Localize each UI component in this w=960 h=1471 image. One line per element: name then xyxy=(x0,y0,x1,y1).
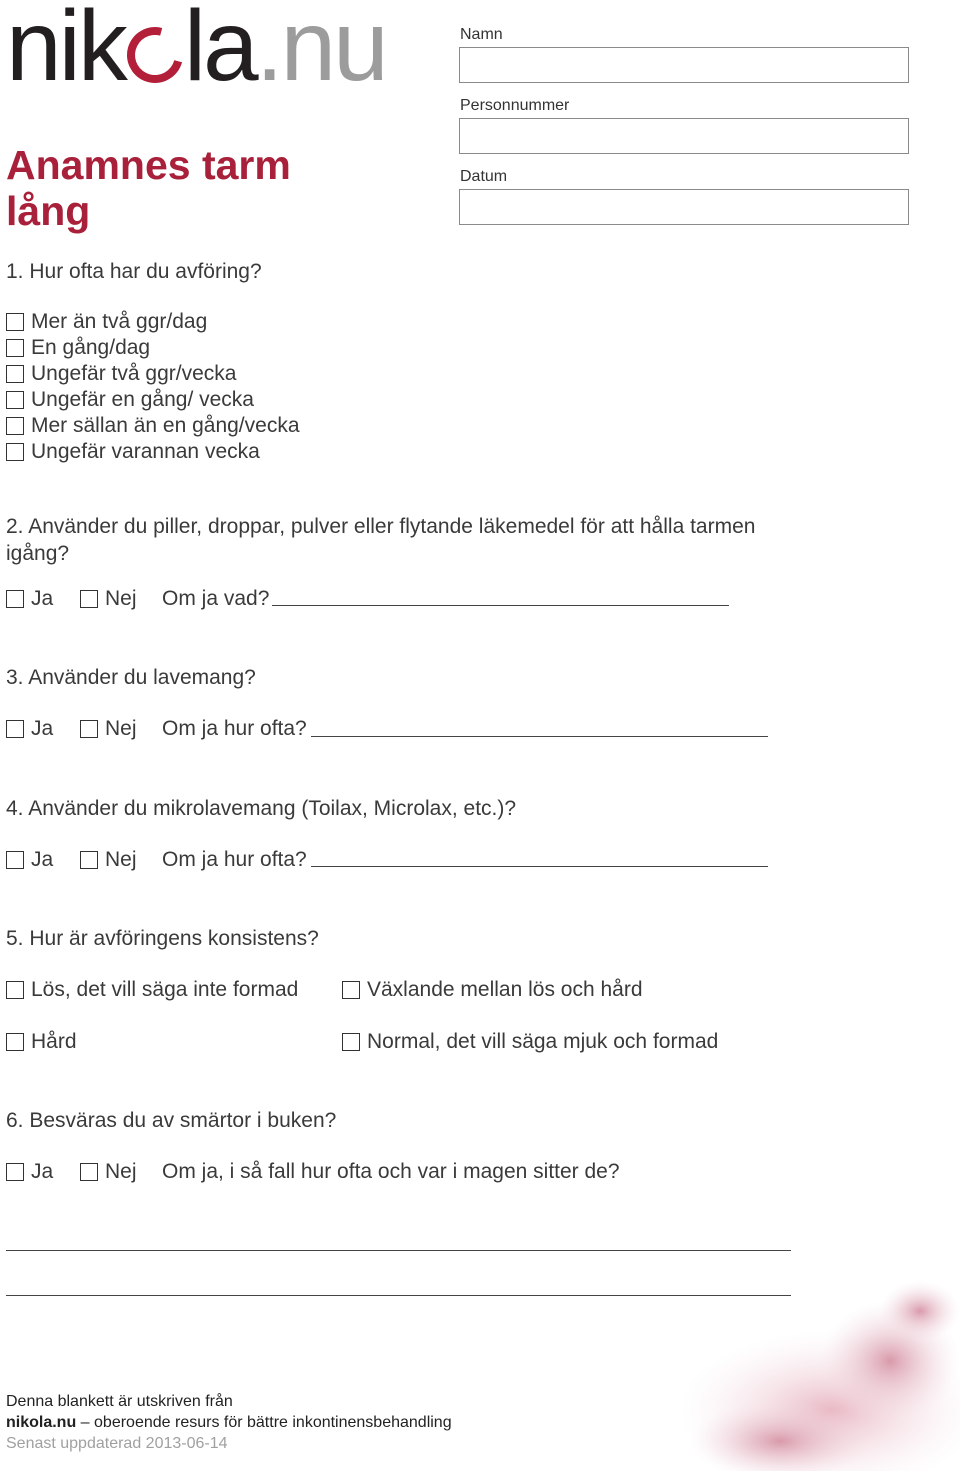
checkbox[interactable] xyxy=(6,391,24,409)
q5-option-varying[interactable] xyxy=(342,977,643,1003)
checkbox[interactable] xyxy=(6,1163,24,1181)
q6-no[interactable] xyxy=(80,1159,137,1185)
option-label: Hård xyxy=(31,1030,77,1053)
name-field[interactable] xyxy=(459,47,909,83)
q3-answer-line[interactable] xyxy=(311,736,768,737)
q1-options xyxy=(6,309,300,465)
option-label: Ja xyxy=(31,587,54,610)
q1-option[interactable] xyxy=(6,335,300,361)
q2-yes[interactable] xyxy=(6,586,53,612)
checkbox[interactable] xyxy=(6,1033,24,1051)
option-label: Växlande mellan lös och hård xyxy=(367,978,643,1001)
q2-no[interactable] xyxy=(80,586,137,612)
question-4: 4. Använder du mikrolavemang (Toilax, Microlax, etc.)? xyxy=(6,797,517,820)
option-label: Ungefär en gång/ vecka xyxy=(31,388,254,411)
footer-updated: Senast uppdaterad 2013-06-14 xyxy=(6,1435,228,1452)
question-1: 1. Hur ofta har du avföring? xyxy=(6,260,262,283)
q4-answer-line[interactable] xyxy=(311,866,768,867)
option-label: En gång/dag xyxy=(31,336,151,359)
question-6: 6. Besväras du av smärtor i buken? xyxy=(6,1109,337,1132)
logo-text-nu: .nu xyxy=(255,0,386,102)
option-label: Nej xyxy=(105,848,137,871)
q4-follow-label: Om ja hur ofta? xyxy=(162,848,307,871)
flower-decoration-icon xyxy=(530,1271,960,1471)
checkbox[interactable] xyxy=(80,851,98,869)
q1-option[interactable] xyxy=(6,387,300,413)
personnummer-field[interactable] xyxy=(459,118,909,154)
checkbox[interactable] xyxy=(6,417,24,435)
q3-no[interactable] xyxy=(80,716,137,742)
footer-tagline: – oberoende resurs för bättre inkontinensbehandling xyxy=(76,1414,452,1431)
nikola-logo xyxy=(6,0,386,102)
footer-line-1: Denna blankett är utskriven från xyxy=(6,1393,233,1410)
q5-option-normal[interactable] xyxy=(342,1029,718,1055)
option-label: Ja xyxy=(31,1160,54,1183)
q1-option[interactable] xyxy=(6,361,300,387)
checkbox[interactable] xyxy=(80,720,98,738)
option-label: Ja xyxy=(31,848,54,871)
option-label: Ungefär två ggr/vecka xyxy=(31,362,237,385)
question-5: 5. Hur är avföringens konsistens? xyxy=(6,927,319,950)
q2-answer-line[interactable] xyxy=(272,605,729,606)
logo-text-nik: nik xyxy=(6,0,125,102)
logo-ring-icon xyxy=(117,17,193,93)
option-label: Nej xyxy=(105,717,137,740)
option-label: Mer än två ggr/dag xyxy=(31,310,208,333)
datum-field[interactable] xyxy=(459,189,909,225)
checkbox[interactable] xyxy=(6,851,24,869)
page-title xyxy=(6,142,291,234)
option-label: Nej xyxy=(105,587,137,610)
q5-option-loose[interactable] xyxy=(6,977,298,1003)
q6-follow-label: Om ja, i så fall hur ofta och var i magen sitter de? xyxy=(162,1160,620,1183)
checkbox[interactable] xyxy=(6,443,24,461)
q4-yes[interactable] xyxy=(6,847,53,873)
q6-answer-line-1[interactable] xyxy=(6,1250,791,1251)
checkbox[interactable] xyxy=(80,1163,98,1181)
question-3: 3. Använder du lavemang? xyxy=(6,666,256,689)
option-label: Lös, det vill säga inte formad xyxy=(31,978,299,1001)
checkbox[interactable] xyxy=(6,720,24,738)
q4-no[interactable] xyxy=(80,847,137,873)
title-line-1: Anamnes tarm xyxy=(6,142,291,188)
option-label: Nej xyxy=(105,1160,137,1183)
datum-label: Datum xyxy=(460,168,508,185)
checkbox[interactable] xyxy=(6,590,24,608)
footer-line-2 xyxy=(6,1414,452,1432)
checkbox[interactable] xyxy=(6,339,24,357)
option-label: Normal, det vill säga mjuk och formad xyxy=(367,1030,719,1053)
q3-follow-label: Om ja hur ofta? xyxy=(162,717,307,740)
checkbox[interactable] xyxy=(80,590,98,608)
checkbox[interactable] xyxy=(342,981,360,999)
name-label: Namn xyxy=(460,26,503,43)
option-label: Ja xyxy=(31,717,54,740)
option-label: Mer sällan än en gång/vecka xyxy=(31,414,300,437)
q1-option[interactable] xyxy=(6,413,300,439)
question-2: 2. Använder du piller, droppar, pulver eller flytande läkemedel för att hålla tarmen igång? xyxy=(6,515,756,565)
logo-text-la: la xyxy=(183,0,256,102)
q2-follow-label: Om ja vad? xyxy=(162,587,270,610)
personnummer-label: Personnummer xyxy=(460,97,570,114)
q5-option-hard[interactable] xyxy=(6,1029,77,1055)
checkbox[interactable] xyxy=(6,981,24,999)
q1-option[interactable] xyxy=(6,309,300,335)
q6-yes[interactable] xyxy=(6,1159,53,1185)
checkbox[interactable] xyxy=(342,1033,360,1051)
checkbox[interactable] xyxy=(6,365,24,383)
option-label: Ungefär varannan vecka xyxy=(31,440,260,463)
q1-option[interactable] xyxy=(6,439,300,465)
q3-yes[interactable] xyxy=(6,716,53,742)
footer-site-link[interactable]: nikola.nu xyxy=(6,1414,77,1431)
checkbox[interactable] xyxy=(6,313,24,331)
title-line-2: lång xyxy=(6,188,91,234)
